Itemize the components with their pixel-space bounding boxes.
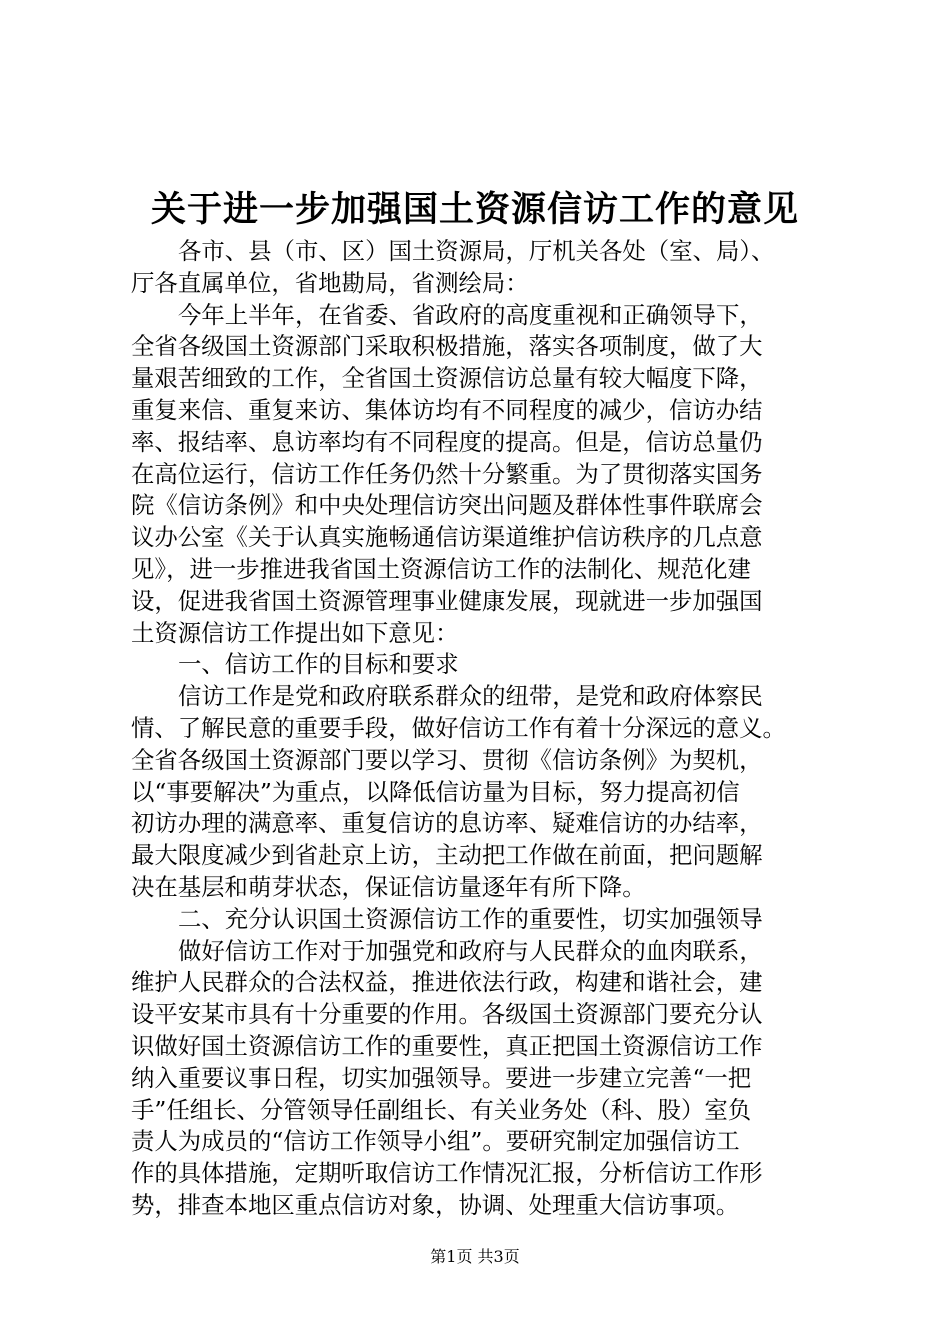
- body-line: 最大限度减少到省赴京上访，主动把工作做在前面，把问题解: [131, 841, 763, 870]
- body-line: 率、报结率、息访率均有不同程度的提高。但是，信访总量仍: [131, 427, 763, 456]
- body-line: 量艰苦细致的工作，全省国土资源信访总量有较大幅度下降，: [131, 364, 763, 393]
- body-line: 做好信访工作对于加强党和政府与人民群众的血肉联系，: [178, 936, 763, 965]
- body-line: 全省各级国土资源部门采取积极措施，落实各项制度，做了大: [131, 332, 763, 361]
- body-line: 议办公室《关于认真实施畅通信访渠道维护信访秩序的几点意: [131, 523, 763, 552]
- document-body: [131, 236, 831, 1222]
- body-line: 责人为成员的“信访工作领导小组”。要研究制定加强信访工: [131, 1127, 740, 1156]
- body-line: 重复来信、重复来访、集体访均有不同程度的减少，信访办结: [131, 395, 763, 424]
- body-line: 信访工作是党和政府联系群众的纽带，是党和政府体察民: [178, 682, 763, 711]
- body-line: 一、信访工作的目标和要求: [178, 650, 459, 679]
- body-line: 纳入重要议事日程，切实加强领导。要进一步建立完善“一把: [131, 1063, 752, 1092]
- body-line: 初访办理的满意率、重复信访的息访率、疑难信访的办结率，: [131, 809, 763, 838]
- body-line: 设，促进我省国土资源管理事业健康发展，现就进一步加强国: [131, 586, 763, 615]
- page-footer: 第1页 共3页: [430, 1247, 520, 1266]
- body-line: 维护人民群众的合法权益，推进依法行政，构建和谐社会，建: [131, 968, 763, 997]
- body-line: 全省各级国土资源部门要以学习、贯彻《信访条例》为契机，: [131, 745, 763, 774]
- body-line: 以“事要解决”为重点，以降低信访量为目标，努力提高初信: [131, 777, 740, 806]
- body-line: 二、充分认识国土资源信访工作的重要性，切实加强领导: [178, 904, 763, 933]
- body-line: 厅各直属单位，省地勘局，省测绘局：: [131, 268, 529, 297]
- body-line: 决在基层和萌芽状态，保证信访量逐年有所下降。: [131, 872, 646, 901]
- body-line: 识做好国土资源信访工作的重要性，真正把国土资源信访工作: [131, 1031, 763, 1060]
- body-line: 在高位运行，信访工作任务仍然十分繁重。为了贯彻落实国务: [131, 459, 763, 488]
- body-line: 设平安某市具有十分重要的作用。各级国土资源部门要充分认: [131, 1000, 763, 1029]
- body-line: 各市、县（市、区）国土资源局，厅机关各处（室、局）、: [178, 237, 775, 265]
- body-line: 情、了解民意的重要手段，做好信访工作有着十分深远的意义。: [131, 713, 786, 742]
- body-line: 作的具体措施，定期听取信访工作情况汇报，分析信访工作形: [131, 1159, 763, 1188]
- body-line: 势，排查本地区重点信访对象，协调、处理重大信访事项。: [131, 1190, 740, 1219]
- body-line: 今年上半年，在省委、省政府的高度重视和正确领导下，: [178, 300, 763, 329]
- document-title: 关于进一步加强国土资源信访工作的意见: [150, 189, 799, 230]
- body-line: 土资源信访工作提出如下意见：: [131, 618, 459, 647]
- body-line: 见》，进一步推进我省国土资源信访工作的法制化、规范化建: [131, 554, 751, 583]
- body-line: 手”任组长、分管领导任副组长、有关业务处（科、股）室负: [131, 1095, 752, 1124]
- body-line: 院《信访条例》和中央处理信访突出问题及群体性事件联席会: [131, 491, 763, 520]
